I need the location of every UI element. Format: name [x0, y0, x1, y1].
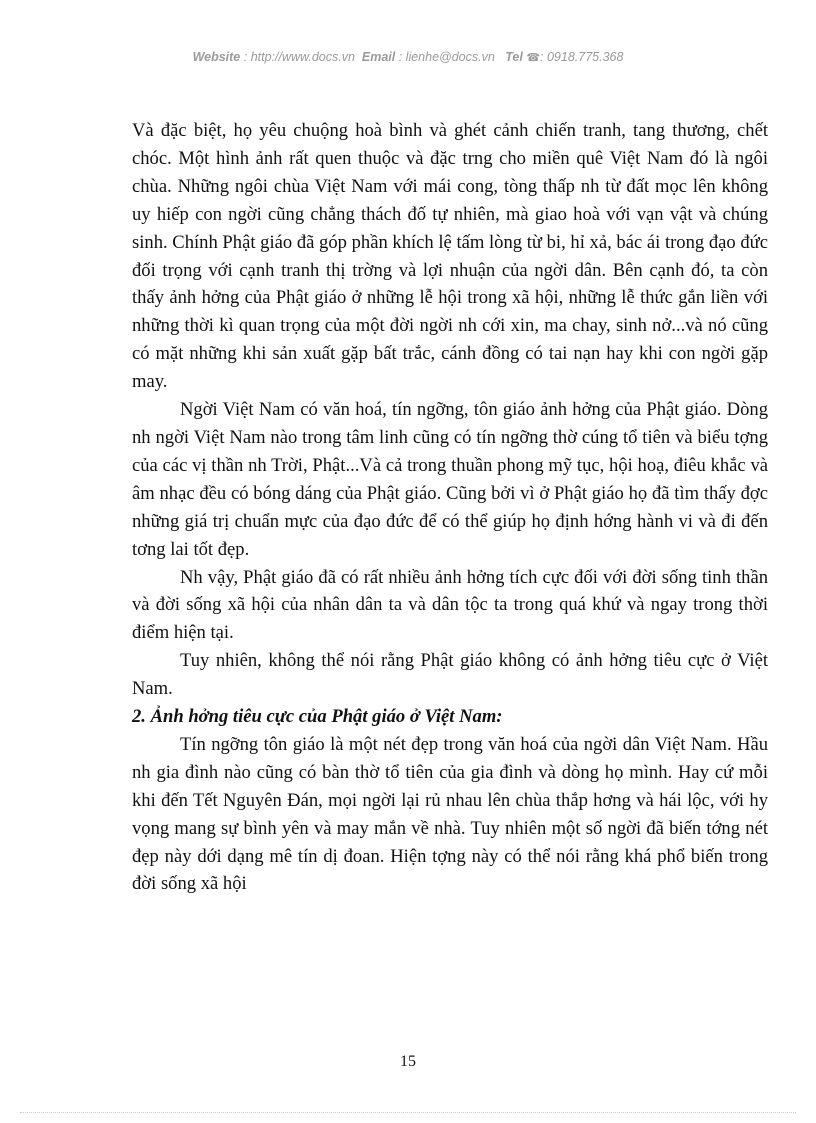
page-number: 15 [400, 1053, 416, 1070]
website-url[interactable]: : http://www.docs.vn [243, 50, 355, 64]
website-label: Website [192, 50, 241, 64]
phone-icon: ☎ [526, 52, 541, 64]
section-heading: 2. Ảnh hởng tiêu cực của Phật giáo ở Việt Nam: [132, 706, 503, 728]
page-header [0, 50, 816, 64]
paragraph: Tín ngỡng tôn giáo là một nét đẹp trong văn hoá của ngời dân Việt Nam. Hầu nh gia đình nào cũng có bàn thờ tổ tiên của gia đình và dòng họ mình. Hay cứ mỗi khi đến Tết Nguyên Đán, mọi ngời lại rủ nhau lên chùa thắp hơng và hái lộc, với hy vọng mang sự bình yên và may mắn về nhà. Tuy nhiên một số ngời đã biến tớng nét đẹp này dới dạng mê tín dị đoan. Hiện tợng này có thể nói rằng khá phổ biến trong đời sống xã hội [132, 733, 768, 895]
paragraph: Và đặc biệt, họ yêu chuộng hoà bình và ghét cảnh chiến tranh, tang thương, chết chóc. Một hình ảnh rất quen thuộc và đặc trng cho miền quê Việt Nam đó là ngôi chùa. Những ngôi chùa Việt Nam với mái cong, tòng thấp nh từ đất mọc lên không uy hiếp con ngời cũng chẳng thách đố tự nhiên, mà giao hoà với vạn vật và chúng sinh. Chính Phật giáo đã góp phần khích lệ tấm lòng từ bi, hỉ xả, bác ái trong đạo đức đối trọng với cạnh tranh thị trờng và lợi nhuận của ngời dân. Bên cạnh đó, ta còn thấy ảnh hởng của Phật giáo ở những lễ hội trong xã hội, những lễ thức gắn liền với những thời kì quan trọng của một đời ngời nh cới xin, ma chay, sinh nở...và nó cũng có mặt những khi sản xuất gặp bất trắc, cánh đồng có tai nạn hay khi con ngời gặp may. [132, 120, 768, 393]
tel-number: : 0918.775.368 [540, 50, 624, 64]
tel-label: Tel [505, 50, 523, 64]
paragraph: Tuy nhiên, không thể nói rằng Phật giáo không có ảnh hởng tiêu cực ở Việt Nam. [132, 650, 768, 700]
email-label: Email [361, 50, 396, 64]
paragraph: Ngời Việt Nam có văn hoá, tín ngỡng, tôn giáo ảnh hởng của Phật giáo. Dòng nh ngời Việt Nam nào trong tâm linh cũng có tín ngỡng thờ cúng tổ tiên và biểu tợng của các vị thần nh Trời, Phật...Và cả trong thuần phong mỹ tục, hội hoạ, điêu khắc và âm nhạc đều có bóng dáng của Phật giáo. Cũng bởi vì ở Phật giáo họ đã tìm thấy đợc những giá trị chuẩn mực của đạo đức để có thể giúp họ định hớng hành vi và đi đến tơng lai tốt đẹp. [132, 399, 768, 560]
email-address[interactable]: : lienhe@docs.vn [398, 50, 495, 64]
footer-divider [20, 1112, 796, 1113]
paragraph: Nh vậy, Phật giáo đã có rất nhiều ảnh hởng tích cực đối với đời sống tinh thần và đời sống xã hội của nhân dân ta và dân tộc ta trong quá khứ và ngay trong thời điểm hiện tại. [132, 566, 768, 644]
document-body [132, 117, 768, 898]
